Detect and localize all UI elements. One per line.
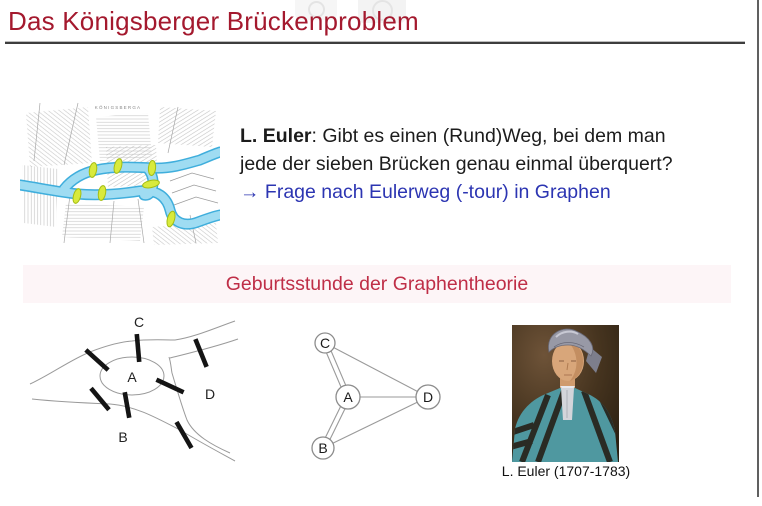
- graph-node-label-c: C: [319, 335, 331, 351]
- title-rule: [5, 41, 745, 44]
- bridge-bars: [86, 334, 207, 448]
- euler-conclusion: Frage nach Eulerweg (-tour) in Graphen: [264, 181, 611, 203]
- schematic-label-c: C: [133, 315, 145, 330]
- banner-text: Geburtsstunde der Graphentheorie: [225, 273, 529, 295]
- euler-name: L. Euler: [240, 125, 312, 147]
- question-line-2: jede der sieben Brücken genau einmal überquert?: [240, 153, 673, 175]
- euler-question-text: [240, 122, 745, 206]
- banner-block: [23, 265, 731, 303]
- bridge-bar: [195, 339, 206, 367]
- arrow-icon: →: [240, 181, 260, 203]
- window-border-right: [757, 0, 759, 497]
- schematic-label-d: D: [204, 386, 216, 402]
- schematic-label-b: B: [118, 429, 128, 445]
- bridge-bar: [137, 334, 139, 362]
- graph-node-label-b: B: [318, 440, 328, 456]
- koenigsberg-multigraph-figure: [295, 325, 455, 461]
- slide-title: Das Königsberger Brückenproblem: [8, 6, 419, 36]
- graph-node-label-d: D: [422, 389, 434, 405]
- portrait-caption: L. Euler (1707-1783): [501, 463, 631, 479]
- map-fortification-lines: [170, 173, 218, 205]
- question-conclusion-line: [240, 178, 745, 206]
- bridge-bar: [86, 350, 108, 370]
- bridges-schematic-figure: [20, 315, 280, 480]
- map-bridge-marker: [88, 162, 98, 178]
- bridge-bar: [125, 392, 130, 418]
- bridge-bar: [156, 380, 183, 393]
- bridge-bar: [91, 388, 109, 409]
- map-title-label: KÖNIGSBERGA: [94, 105, 142, 110]
- koenigsberg-map-figure: [20, 95, 220, 245]
- schematic-label-a: A: [127, 369, 137, 385]
- question-line-1: L. Euler: Gibt es einen (Rund)Weg, bei dem man: [240, 125, 666, 147]
- euler-portrait: [512, 325, 619, 462]
- graph-node-label-a: A: [343, 389, 353, 405]
